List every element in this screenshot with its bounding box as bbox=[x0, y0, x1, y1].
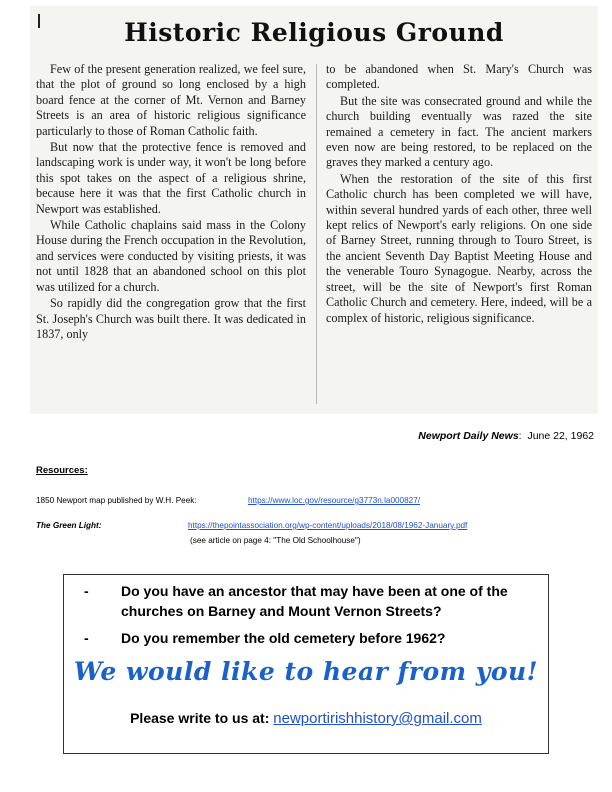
greenlight-resource-link[interactable]: https://thepointassociation.org/wp-content/uploads/2018/08/1962-January.pdf bbox=[188, 521, 468, 530]
contact-label: Please write to us at: bbox=[130, 710, 270, 726]
greenlight-resource-note: (see article on page 4: "The Old Schoolhouse") bbox=[190, 536, 361, 545]
contact-email-link[interactable]: newportirishhistory@gmail.com bbox=[273, 710, 482, 727]
map-resource-link[interactable]: https://www.loc.gov/resource/g3773n.la000827/ bbox=[248, 496, 421, 505]
hear-from-you-tagline: We would like to hear from you! bbox=[73, 657, 539, 686]
clipping-paragraph: But the site was consecrated ground and while the church building eventually was razed the site remained a cemetery in fact. The ancient markers even now are being restored, to be replaced on the graves they marked a century ago. bbox=[326, 93, 592, 170]
clipping-paragraph: to be abandoned when St. Mary's Church was completed. bbox=[326, 62, 592, 92]
source-date: June 22, 1962 bbox=[527, 430, 594, 442]
contact-line bbox=[64, 710, 548, 727]
resources-heading: Resources: bbox=[36, 465, 88, 476]
map-resource-label: 1850 Newport map published by W.H. Peek: bbox=[36, 496, 197, 505]
clipping-paragraph: Few of the present generation realized, we feel sure, that the plot of ground so long enclosed by a high board fence at the corner of Mt. Vernon and Barney Streets is an area of historic religious significance particularly to those of Roman Catholic faith. bbox=[36, 62, 306, 138]
source-name: Newport Daily News bbox=[418, 430, 519, 442]
clipping-paragraph: When the restoration of the site of this first Catholic church has been completed we will have, within several hundred yards of each other, three well kept relics of Newport's early religions. On one side of Barney Street, running through to Touro Street, is the ancient Seventh Day Baptist Meeting House and the venerable Touro Synagogue. Nearby, across the street, will be the site of Newport's first Roman Catholic Church and cemetery. Here, indeed, will be a complex of historic, religious significance. bbox=[326, 171, 592, 325]
question-text: Do you remember the old cemetery before 1962? bbox=[121, 630, 446, 646]
clipping-right-column bbox=[326, 62, 592, 327]
clipping-title: Historic Religious Ground bbox=[124, 18, 504, 47]
source-citation: Newport Daily News: June 22, 1962 bbox=[418, 430, 594, 442]
clipping-left-column bbox=[36, 62, 306, 343]
column-divider bbox=[316, 64, 317, 404]
question-text: Do you have an ancestor that may have been at one of the churches on Barney and Mount Vernon Streets? bbox=[121, 583, 508, 619]
greenlight-resource-label: The Green Light: bbox=[36, 521, 102, 530]
bullet-dash: - bbox=[84, 583, 89, 599]
newspaper-clipping bbox=[30, 6, 598, 414]
clipping-paragraph: While Catholic chaplains said mass in the Colony House during the French occupation in the Revolution, and services were conducted by visiting priests, it was not until 1828 that an abandoned school on this plot was utilized for a church. bbox=[36, 218, 306, 294]
callout-box bbox=[63, 574, 549, 754]
bullet-dash: - bbox=[84, 630, 89, 646]
clipping-paragraph: So rapidly did the congregation grow that the first St. Joseph's Church was built there. It was dedicated in 1837, only bbox=[36, 296, 306, 341]
clipping-paragraph: But now that the protective fence is removed and landscaping work is under way, it won't be long before this spot takes on the aspect of a religious shrine, because here it was that the first Catholic church in Newport was established. bbox=[36, 140, 306, 216]
